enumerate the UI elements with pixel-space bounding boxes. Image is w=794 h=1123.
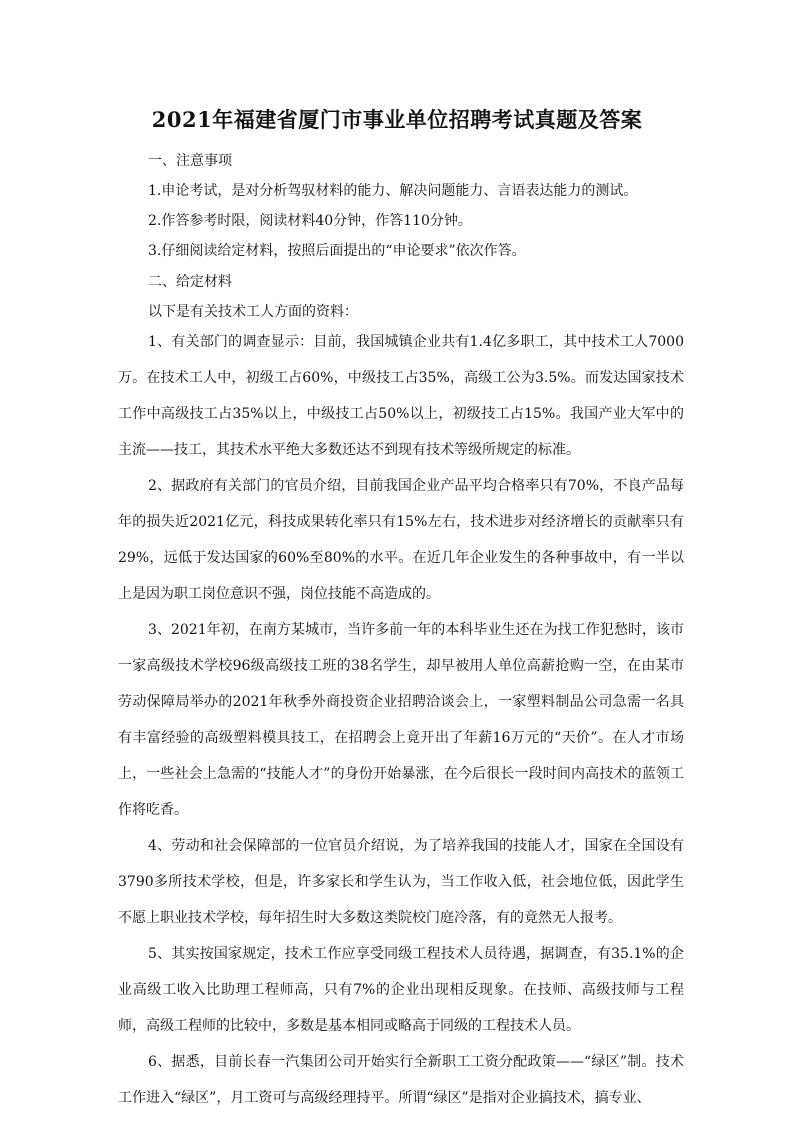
document-title: 2021年福建省厦门市事业单位招聘考试真题及答案 (151, 107, 643, 132)
material-paragraph: 5、其实按国家规定，技术工作应享受同级工程技术人员待遇，据调查，有35.1%的企业高级工收入比助理工程师高，只有7%的企业出现相反现象。在技师、高级技师与工程师，高级工程师的比较中，多数是基本相同或略高于同级的工程技术人员。 (118, 946, 684, 1034)
section-heading-notes: 一、注意事项 (148, 153, 232, 169)
material-paragraph: 3、2021年初，在南方某城市，当许多前一年的本科毕业生还在为找工作犯愁时，该市一家高级技术学校96级高级技工班的38名学生，却早被用人单位高薪抢购一空，在由某市劳动保障局举办的2021年秋季外商投资企业招聘洽谈会上，一家塑料制品公司急需一名具有丰富经验的高级塑料模具技工，在招聘会上竟开出了年薪16万元的“天价”。在人才市场上，一些社会上急需的“技能人才”的身份开始暴涨，在今后很长一段时间内高技术的蓝领工作将吃香。 (118, 622, 684, 818)
note-item: 1.申论考试，是对分析驾驭材料的能力、解决问题能力、言语表达能力的测试。 (148, 183, 638, 199)
note-item: 2.作答参考时限，阅读材料40分钟，作答110分钟。 (148, 213, 472, 229)
note-item: 3.仔细阅读给定材料，按照后面提出的“申论要求”依次作答。 (148, 243, 526, 259)
materials-body (118, 324, 684, 1116)
section-heading-materials: 二、给定材料 (148, 274, 232, 290)
material-paragraph: 4、劳动和社会保障部的一位官员介绍说，为了培养我国的技能人才，国家在全国设有3790多所技术学校，但是，许多家长和学生认为，当工作收入低，社会地位低，因此学生不愿上职业技术学校，每年招生时大多数这类院校门庭冷落，有的竟然无人报考。 (118, 838, 684, 926)
material-paragraph: 6、据悉，目前长春一汽集团公司开始实行全新职工工资分配政策——“绿区”制。技术工作进入“绿区”，月工资可与高级经理持平。所谓“绿区”是指对企业搞技术，搞专业、 (118, 1054, 684, 1106)
material-paragraph: 1、有关部门的调查显示：目前，我国城镇企业共有1.4亿多职工，其中技术工人7000万。在技术工人中，初级工占60%，中级技工占35%，高级工公为3.5%。而发达国家技术工作中高级技工占35%以上，中级技工占50%以上，初级技工占15%。我国产业大军中的主流——技工，其技术水平绝大多数还达不到现有技术等级所规定的标准。 (118, 334, 684, 458)
materials-intro: 以下是有关技术工人方面的资料： (148, 304, 358, 320)
material-paragraph: 2、据政府有关部门的官员介绍，目前我国企业产品平均合格率只有70%，不良产品每年的损失近2021亿元，科技成果转化率只有15%左右，技术进步对经济增长的贡献率只有29%，远低于发达国家的60%至80%的水平。在近几年企业发生的各种事故中，有一半以上是因为职工岗位意识不强，岗位技能不高造成的。 (118, 478, 684, 602)
